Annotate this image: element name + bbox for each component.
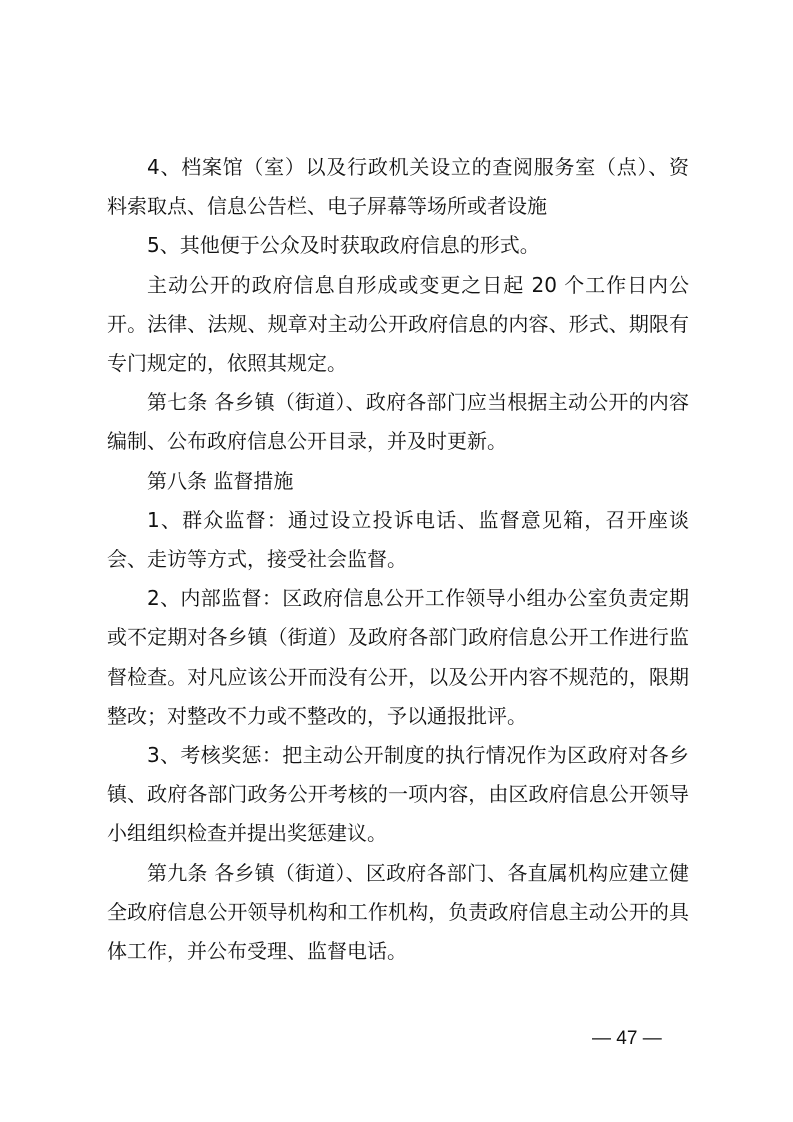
paragraph-internal-supervision: 2、内部监督：区政府信息公开工作领导小组办公室负责定期或不定期对各乡镇（街道）及政府各部门政府信息公开工作进行监督检查。对凡应该公开而没有公开，以及公开内容不规范的，限期整改；对整改不力或不整改的，予以通报批评。 — [107, 586, 689, 728]
paragraph-assessment: 3、考核奖惩：把主动公开制度的执行情况作为区政府对各乡镇、政府各部门政务公开考核的一项内容，由区政府信息公开领导小组组织检查并提出奖惩建议。 — [107, 743, 689, 846]
page-number: — 47 — — [592, 1028, 662, 1049]
paragraph-item-5-other-forms: 5、其他便于公众及时获取政府信息的形式。 — [147, 233, 540, 258]
paragraph-item-4-archives: 4、档案馆（室）以及行政机关设立的查阅服务室（点）、资料索取点、信息公告栏、电子屏幕等场所或者设施 — [107, 155, 689, 219]
paragraph-article-8-heading: 第八条 监督措施 — [147, 468, 294, 493]
paragraph-disclosure-deadline: 主动公开的政府信息自形成或变更之日起 20 个工作日内公开。法律、法规、规章对主动公开政府信息的内容、形式、期限有专门规定的，依照其规定。 — [107, 272, 689, 376]
paragraph-article-9: 第九条 各乡镇（街道）、区政府各部门、各直属机构应建立健全政府信息公开领导机构和工作机构，负责政府信息主动公开的具体工作，并公布受理、监督电话。 — [107, 860, 689, 964]
paragraph-article-7: 第七条 各乡镇（街道）、政府各部门应当根据主动公开的内容编制、公布政府信息公开目录，并及时更新。 — [107, 390, 689, 454]
paragraph-public-supervision: 1、群众监督：通过设立投诉电话、监督意见箱，召开座谈会、走访等方式，接受社会监督。 — [107, 507, 689, 572]
document-body — [107, 148, 689, 971]
